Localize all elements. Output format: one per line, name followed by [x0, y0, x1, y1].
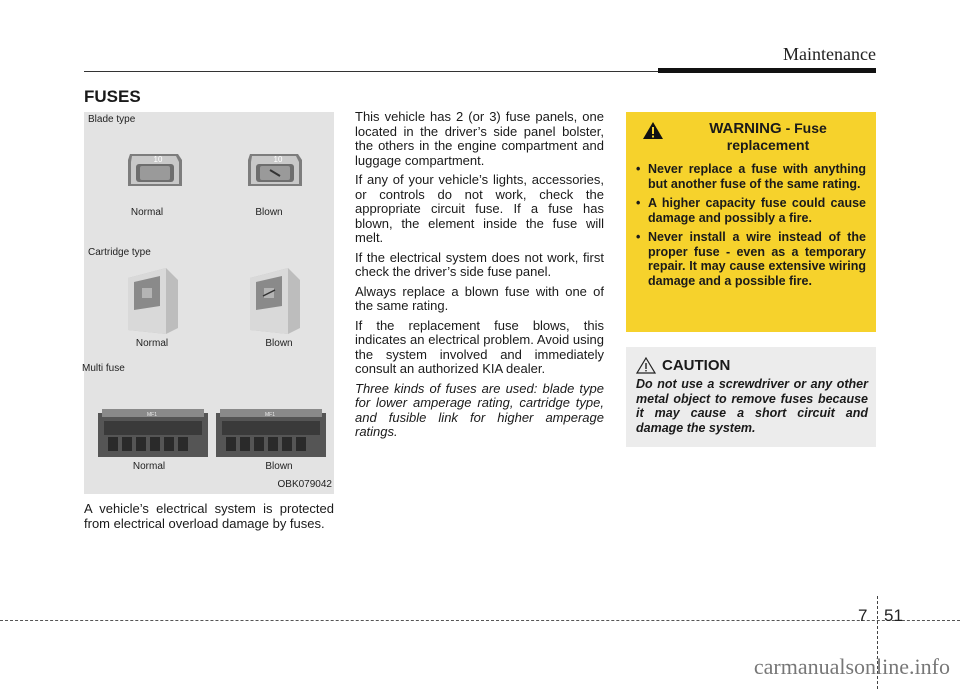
- warning-item: • Never install a wire instead of the proper fuse - even as a temporary repair. It may cause extensive wiring damage and a possible fire.: [636, 230, 866, 288]
- caption-normal: Normal: [132, 461, 166, 472]
- multi-fuse-marking-text: MF1: [147, 412, 157, 418]
- page-number: 51: [884, 606, 903, 625]
- fuse-types-figure: [84, 112, 334, 494]
- caution-triangle-icon: [636, 357, 656, 374]
- multi-fuse-blown-image: [214, 407, 328, 461]
- paragraph: This vehicle has 2 (or 3) fuse panels, one located in the driver’s side panel bolster, the others in the engine compartment and luggage compartment.: [355, 109, 604, 168]
- blade-fuse-normal-image: [124, 150, 186, 190]
- multi-fuse-normal-image: [96, 407, 210, 461]
- warning-header: [642, 120, 866, 154]
- watermark: carmanualsonline.info: [753, 654, 950, 679]
- middle-column-text: [355, 110, 604, 445]
- caption-blown: Blown: [265, 461, 293, 472]
- caption-normal: Normal: [135, 338, 169, 349]
- fuse-types-note: Three kinds of fuses are used: blade type for lower amperage rating, cartridge type, and fusible link for higher amperage ratings.: [355, 380, 604, 439]
- blade-rating-text: 10: [273, 155, 283, 164]
- section-title: FUSES: [84, 87, 141, 106]
- header-rule: [84, 71, 660, 72]
- blade-rating-text: 10: [153, 155, 163, 164]
- warning-item: • A higher capacity fuse could cause damage and possibly a fire.: [636, 196, 866, 225]
- warning-box: [626, 112, 876, 332]
- caption-blown: Blown: [265, 338, 293, 349]
- cartridge-type-label: Cartridge type: [88, 247, 151, 258]
- cartridge-fuse-blown-image: [244, 262, 306, 337]
- paragraph: If the replacement fuse blows, this indicates an electrical problem. Avoid using the system involved and immediately consult an authorized KIA dealer.: [355, 317, 604, 376]
- chapter-number: 7: [858, 606, 868, 625]
- paragraph: If the electrical system does not work, first check the driver’s side fuse panel.: [355, 249, 604, 279]
- header-title: Maintenance: [783, 44, 876, 64]
- left-column-text: [84, 502, 334, 536]
- intro-paragraph: A vehicle’s electrical system is protected from electrical overload damage by fuses.: [84, 501, 334, 531]
- caption-blown: Blown: [255, 207, 283, 218]
- caution-title: CAUTION: [662, 357, 731, 374]
- warning-item: • Never replace a fuse with anything but another fuse of the same rating.: [636, 162, 866, 191]
- cartridge-fuse-normal-image: [122, 262, 184, 337]
- caution-box: [626, 347, 876, 447]
- multi-fuse-marking-text: MF1: [265, 412, 275, 418]
- caution-header: [636, 357, 868, 374]
- blade-fuse-blown-image: [244, 150, 306, 190]
- figure-code: OBK079042: [277, 479, 332, 490]
- caution-text: Do not use a screwdriver or any other metal object to remove fuses because it may cause a short circuit and damage the system.: [636, 377, 868, 435]
- blade-type-label: Blade type: [88, 114, 136, 125]
- warning-list: [636, 162, 866, 288]
- multi-fuse-label: Multi fuse: [82, 363, 125, 374]
- paragraph: Always replace a blown fuse with one of the same rating.: [355, 283, 604, 313]
- warning-title: WARNING: [709, 120, 782, 137]
- caption-normal: Normal: [130, 207, 164, 218]
- paragraph: If any of your vehicle’s lights, accessories, or controls do not work, check the appropriate circuit fuse. If a fuse has blown, the element inside the fuse will melt.: [355, 172, 604, 245]
- warning-triangle-icon: [642, 121, 664, 140]
- footer-rule: [0, 620, 960, 621]
- warning-subtitle: - Fuse replacement: [726, 120, 827, 153]
- header-bar: [658, 68, 876, 73]
